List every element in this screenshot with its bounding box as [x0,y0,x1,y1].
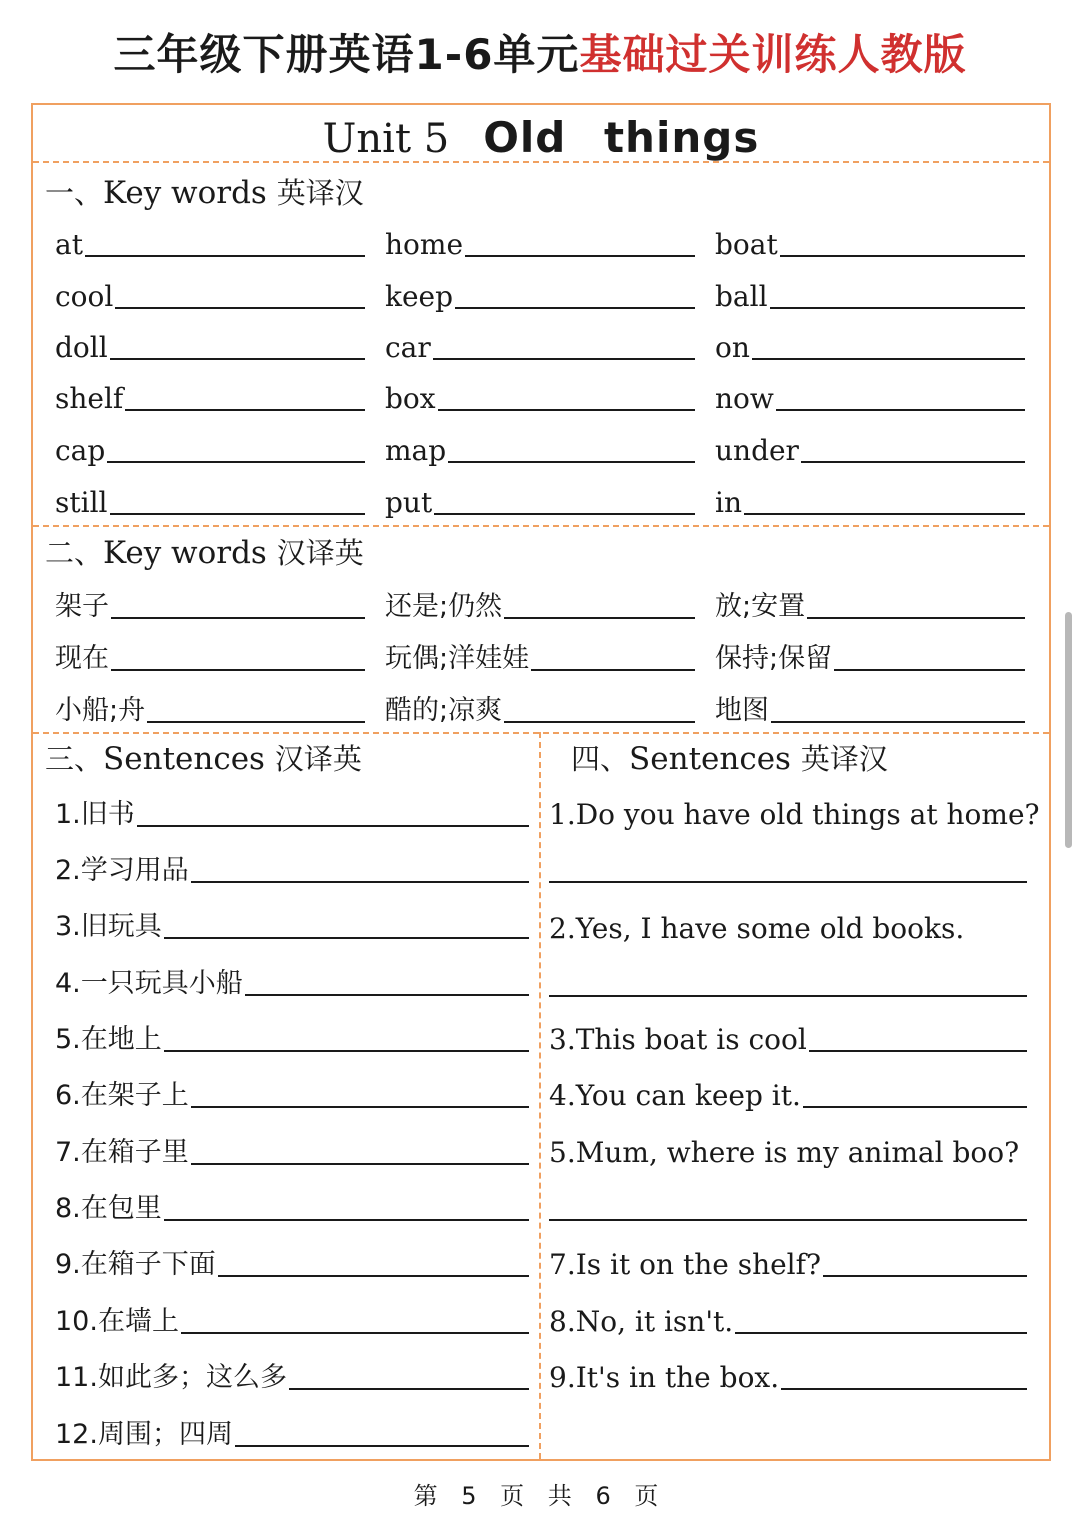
section2-heading: 二、Key words 汉译英 [45,535,364,571]
answer-line[interactable] [164,937,529,939]
sentence-blank: 7.在箱子里 [55,1127,529,1169]
word-row [33,221,1049,273]
sentence-blank: 12.周围；四周 [55,1409,529,1451]
word-blank: keep [385,273,695,313]
word-blank: home [385,221,695,261]
word-blank: 架子 [55,583,365,623]
answer-line[interactable] [218,1275,529,1277]
word-blank: in [715,479,1025,519]
sentence-blank: 11.如此多；这么多 [55,1352,529,1394]
answer-line[interactable] [809,1050,1027,1052]
sentence-blank: 3.This boat is cool [549,1014,1027,1056]
word-blank: 还是;仍然 [385,583,695,623]
word-blank: 保持;保留 [715,635,1025,675]
word-blank: boat [715,221,1025,261]
answer-line[interactable] [834,669,1025,671]
answer-line[interactable] [125,409,365,411]
answer-line[interactable] [549,995,1027,997]
sentence-blank: 5.在地上 [55,1014,529,1056]
unit-title [33,113,1049,162]
answer-line[interactable] [752,358,1025,360]
sentence-blank: 8.No, it isn't. [549,1296,1027,1338]
answer-line[interactable] [770,307,1025,309]
answer-line[interactable] [85,255,365,257]
word-row [33,427,1049,479]
word-row [33,479,1049,531]
sentence-blank: 9.It's in the box. [549,1352,1027,1394]
sentence-blank: 10.在墙上 [55,1296,529,1338]
word-blank: cool [55,273,365,313]
unit-number: Unit 5 [322,116,450,162]
answer-line[interactable] [549,881,1027,883]
word-blank: put [385,479,695,519]
sentence-blank: 6.在架子上 [55,1070,529,1112]
answer-line[interactable] [110,358,365,360]
page-footer: 第 5 页 共 6 页 [413,1482,667,1510]
answer-line[interactable] [164,1050,529,1052]
answer-line[interactable] [504,617,695,619]
sentence-blank: 2.学习用品 [55,845,529,887]
answer-line[interactable] [803,1106,1027,1108]
word-blank: now [715,375,1025,415]
answer-line[interactable] [191,1163,529,1165]
word-blank: ball [715,273,1025,313]
word-row [33,635,1049,687]
word-blank: still [55,479,365,519]
answer-line[interactable] [111,617,365,619]
answer-line[interactable] [235,1445,529,1447]
sentence-blank: 7.Is it on the shelf? [549,1239,1027,1281]
answer-line[interactable] [289,1388,529,1390]
answer-line[interactable] [433,358,695,360]
word-blank: 小船;舟 [55,687,365,727]
scrollbar[interactable] [1065,612,1072,848]
answer-line[interactable] [137,825,529,827]
answer-line[interactable] [191,1106,529,1108]
word-blank: map [385,427,695,467]
answer-line[interactable] [434,513,695,515]
answer-line[interactable] [115,307,365,309]
word-row [33,375,1049,427]
sentence-blank: 4.You can keep it. [549,1070,1027,1112]
word-row [33,324,1049,376]
answer-line[interactable] [771,721,1025,723]
word-blank: shelf [55,375,365,415]
word-row [33,273,1049,325]
divider [33,525,1049,527]
answer-line[interactable] [438,409,695,411]
word-blank: at [55,221,365,261]
word-blank: cap [55,427,365,467]
word-blank: 玩偶;洋娃娃 [385,635,695,675]
word-blank: 酷的;凉爽 [385,687,695,727]
word-blank: car [385,324,695,364]
word-blank: under [715,427,1025,467]
answer-line[interactable] [807,617,1025,619]
answer-line[interactable] [735,1332,1027,1334]
section1-heading: 一、Key words 英译汉 [45,175,364,211]
title-black-part: 三年级下册英语1-6单元 [113,30,580,79]
word-row [33,583,1049,635]
divider [33,161,1049,163]
title-red-part: 基础过关训练人教版 [579,30,967,79]
section3-heading: 三、Sentences 汉译英 [45,741,362,777]
answer-line[interactable] [531,669,695,671]
answer-line[interactable] [245,994,529,996]
worksheet [31,103,1051,1461]
word-blank: on [715,324,1025,364]
word-blank: 地图 [715,687,1025,727]
answer-line[interactable] [147,721,365,723]
answer-line[interactable] [504,721,695,723]
answer-line[interactable] [776,409,1025,411]
word-blank: 现在 [55,635,365,675]
word-blank: 放;安置 [715,583,1025,623]
page-title [0,22,1080,82]
unit-name: Old things [483,113,760,162]
answer-line[interactable] [448,461,695,463]
answer-line[interactable] [801,461,1025,463]
sentence-blank: 3.旧玩具 [55,901,529,943]
sentence-blank: 8.在包里 [55,1183,529,1225]
sentence-prompt: 2.Yes, I have some old books. [549,912,965,945]
word-blank: doll [55,324,365,364]
section4-heading: 四、Sentences 英译汉 [571,741,888,777]
sentence-prompt: 1.Do you have old things at home? [549,798,1040,831]
answer-line[interactable] [107,461,365,463]
column-divider [539,732,541,1459]
answer-line[interactable] [164,1219,529,1221]
answer-line[interactable] [191,881,529,883]
sentence-prompt: 5.Mum, where is my animal boo? [549,1136,1020,1169]
divider [33,732,1049,734]
answer-line[interactable] [110,513,366,515]
word-blank: box [385,375,695,415]
answer-line[interactable] [465,255,695,257]
answer-line[interactable] [780,255,1025,257]
sentence-blank: 4.一只玩具小船 [55,958,529,1000]
answer-line[interactable] [781,1388,1027,1390]
sentence-blank: 1.旧书 [55,789,529,831]
answer-line[interactable] [111,669,365,671]
answer-line[interactable] [455,307,695,309]
sentence-blank: 9.在箱子下面 [55,1239,529,1281]
answer-line[interactable] [549,1219,1027,1221]
answer-line[interactable] [823,1275,1027,1277]
answer-line[interactable] [181,1332,529,1334]
answer-line[interactable] [744,513,1025,515]
